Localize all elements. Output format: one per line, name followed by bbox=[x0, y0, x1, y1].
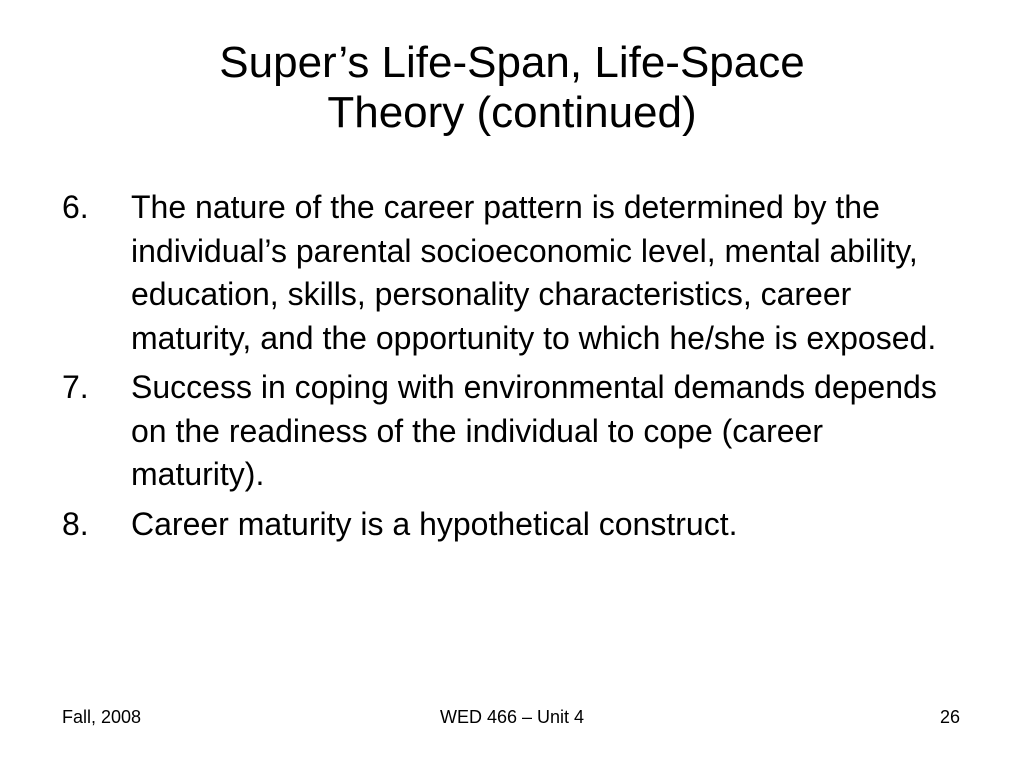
list-item-text: Career maturity is a hypothetical construct. bbox=[131, 505, 738, 542]
bullet-list bbox=[62, 186, 962, 552]
slide-title-line: Theory (continued) bbox=[327, 88, 697, 137]
list-item-number: 8. bbox=[62, 505, 89, 542]
list-item bbox=[62, 186, 962, 360]
footer-date: Fall, 2008 bbox=[62, 707, 142, 727]
list-item bbox=[62, 366, 962, 497]
list-item bbox=[62, 503, 962, 547]
slide-title bbox=[80, 38, 944, 138]
list-item-text: Success in coping with environmental demands depends on the readiness of the individual to cope (career maturity). bbox=[131, 369, 937, 492]
list-item-number: 7. bbox=[62, 369, 89, 405]
slide-number: 26 bbox=[939, 707, 960, 727]
slide-title-line: Super’s Life-Span, Life-Space bbox=[219, 38, 805, 87]
footer-course: WED 466 – Unit 4 bbox=[439, 707, 585, 727]
list-item-number: 6. bbox=[62, 189, 89, 225]
list-item-text: The nature of the career pattern is determined by the individual’s parental socioeconomic level, mental ability, education, skills, personality characteristics, career maturity, and the opportunity to which he/she is exposed. bbox=[131, 189, 937, 356]
